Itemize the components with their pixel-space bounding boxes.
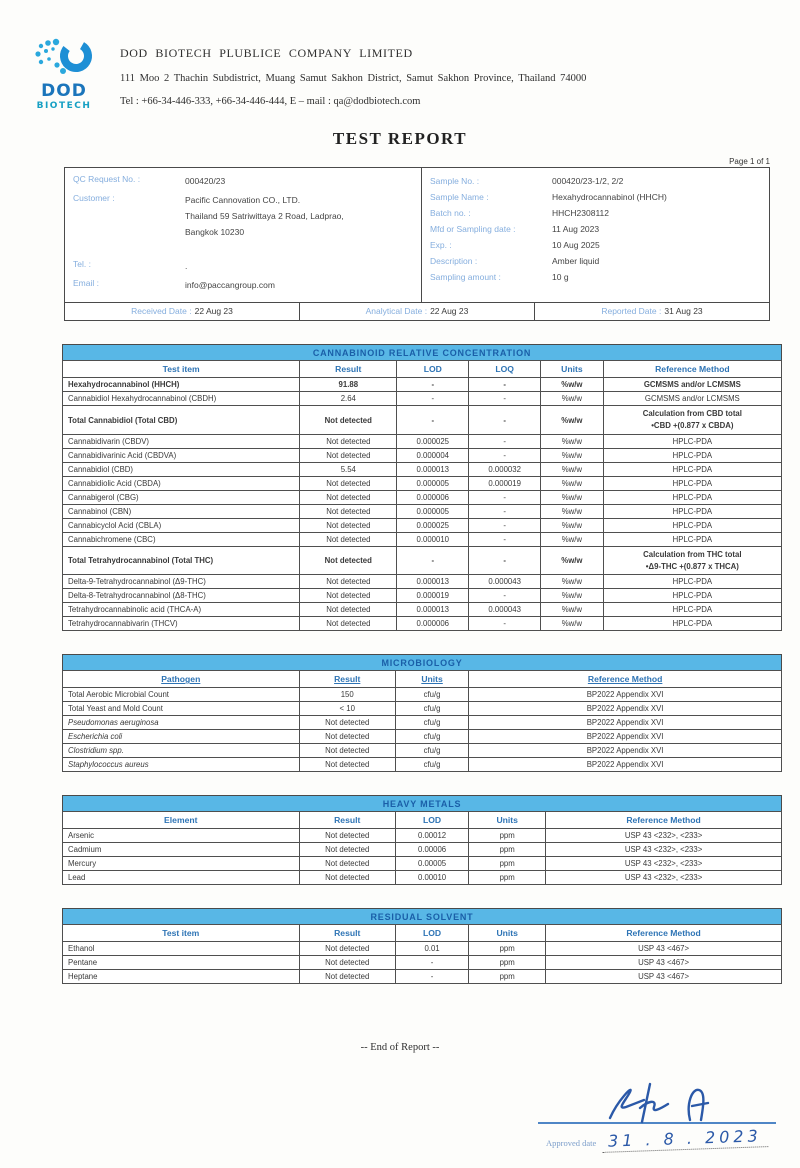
table-row	[63, 716, 782, 730]
table-cell: USP 43 <467>	[546, 956, 782, 970]
dates-bar	[64, 303, 770, 321]
column-header: Result	[299, 925, 395, 942]
table-cell: 0.000013	[397, 603, 469, 617]
table-cell: Lead	[63, 871, 300, 885]
table-cell: 91.88	[300, 378, 397, 392]
table-cell: Not detected	[299, 758, 395, 772]
info-row	[430, 221, 763, 237]
table-cell: -	[469, 504, 541, 518]
table-cell: HPLC-PDA	[603, 518, 781, 532]
table-cell: USP 43 <232>, <233>	[546, 843, 782, 857]
info-value: Pacific Cannovation CO., LTD. Thailand 59 Satriwittaya 2 Road, Ladprao, Bangkok 10230	[185, 194, 344, 238]
table-cell: %w/w	[541, 448, 604, 462]
table-cell: %w/w	[541, 462, 604, 476]
approved-date-label: Approved date	[545, 1138, 597, 1148]
sample-info-box	[64, 167, 770, 304]
table-cell: HPLC-PDA	[603, 434, 781, 448]
table-cell: -	[395, 956, 468, 970]
table-cell: %w/w	[541, 378, 604, 392]
sample-info-pane	[421, 168, 769, 303]
table-cell: %w/w	[541, 532, 604, 546]
table-title: HEAVY METALS	[62, 795, 782, 811]
column-header: Reference Method	[546, 925, 782, 942]
table-cell: %w/w	[541, 575, 604, 589]
table-cell: HPLC-PDA	[603, 532, 781, 546]
table-row	[63, 702, 782, 716]
table-cell: Not detected	[300, 589, 397, 603]
table-title: MICROBIOLOGY	[62, 654, 782, 670]
logo-text-biotech: BIOTECH	[36, 101, 92, 111]
table-cell: -	[469, 518, 541, 532]
table-cell: 0.000004	[397, 448, 469, 462]
table-cell: 0.000019	[397, 589, 469, 603]
table-cell: HPLC-PDA	[603, 476, 781, 490]
table-cell: 0.01	[395, 942, 468, 956]
table-cell: 0.000006	[397, 617, 469, 631]
table-cell: BP2022 Appendix XVI	[469, 688, 782, 702]
table-cell: ppm	[469, 871, 546, 885]
approval-block	[538, 1078, 776, 1150]
info-row	[430, 189, 763, 205]
table-cell: GCMSMS and/or LCMSMS	[603, 378, 781, 392]
column-header: Element	[63, 812, 300, 829]
column-header: Reference Method	[469, 671, 782, 688]
table-cell: Not detected	[299, 857, 395, 871]
table-row	[63, 518, 782, 532]
table-row	[63, 688, 782, 702]
table-cell: Cannabinol (CBN)	[63, 504, 300, 518]
column-header: Result	[300, 361, 397, 378]
table-row	[63, 617, 782, 631]
table-cell: %w/w	[541, 392, 604, 406]
date-label: Analytical Date :	[365, 306, 428, 317]
info-label: Mfd or Sampling date :	[430, 224, 516, 235]
table-cell: HPLC-PDA	[603, 504, 781, 518]
info-row	[430, 173, 763, 189]
table-cell: USP 43 <467>	[546, 942, 782, 956]
table-cell: %w/w	[541, 589, 604, 603]
table-cell: Not detected	[299, 730, 395, 744]
table-cell: 0.00006	[395, 843, 468, 857]
cannabinoid-relative-concentration-table	[62, 344, 782, 631]
table-row	[63, 575, 782, 589]
table-cell: USP 43 <232>, <233>	[546, 857, 782, 871]
table-row	[63, 532, 782, 546]
table-cell: Cannabichromene (CBC)	[63, 532, 300, 546]
table-cell: Not detected	[299, 942, 395, 956]
table-cell: -	[469, 589, 541, 603]
table-cell: Total Cannabidiol (Total CBD)	[63, 406, 300, 434]
table-title: RESIDUAL SOLVENT	[62, 908, 782, 924]
table-cell: -	[469, 546, 541, 574]
table-row	[63, 406, 782, 434]
table-cell: Not detected	[300, 603, 397, 617]
info-label: Sampling amount :	[430, 272, 501, 283]
table-row	[63, 956, 782, 970]
column-header: Test item	[63, 361, 300, 378]
info-row	[430, 237, 763, 253]
table-cell: cfu/g	[395, 702, 468, 716]
table-row	[63, 476, 782, 490]
table-cell: HPLC-PDA	[603, 617, 781, 631]
table-cell: Cannabidivarinic Acid (CBDVA)	[63, 448, 300, 462]
table-cell: 0.000006	[397, 490, 469, 504]
column-header: Units	[541, 361, 604, 378]
table-row	[63, 603, 782, 617]
table-row	[63, 504, 782, 518]
table-cell: USP 43 <232>, <233>	[546, 829, 782, 843]
table-cell: 0.000043	[469, 603, 541, 617]
microbiology-table	[62, 654, 782, 772]
table-cell: -	[469, 434, 541, 448]
table-cell: %w/w	[541, 434, 604, 448]
info-value: info@paccangroup.com	[185, 280, 275, 291]
table-cell: -	[397, 546, 469, 574]
header-row	[63, 361, 782, 378]
table-cell: Cannabidivarin (CBDV)	[63, 434, 300, 448]
table-cell: %w/w	[541, 490, 604, 504]
table-cell: 0.000013	[397, 575, 469, 589]
table-cell: HPLC-PDA	[603, 462, 781, 476]
date-cell	[534, 303, 769, 320]
table-cell: 0.00005	[395, 857, 468, 871]
table-cell: 0.000005	[397, 504, 469, 518]
table-cell: -	[397, 406, 469, 434]
table-cell: 0.000025	[397, 434, 469, 448]
table-cell: 0.00010	[395, 871, 468, 885]
table-cell: Delta-9-Tetrahydrocannabinol (Δ9-THC)	[63, 575, 300, 589]
table-cell: -	[397, 392, 469, 406]
table-cell: ppm	[469, 942, 546, 956]
table-cell: GCMSMS and/or LCMSMS	[603, 392, 781, 406]
column-header: Reference Method	[546, 812, 782, 829]
table-cell: Not detected	[300, 476, 397, 490]
table-row	[63, 730, 782, 744]
table-cell: HPLC-PDA	[603, 490, 781, 504]
table-row	[63, 462, 782, 476]
table-cell: %w/w	[541, 518, 604, 532]
header-row	[63, 671, 782, 688]
table-cell: %w/w	[541, 617, 604, 631]
table-cell: ppm	[469, 829, 546, 843]
table-cell: Cadmium	[63, 843, 300, 857]
table-cell: Not detected	[300, 575, 397, 589]
page-label: Page 1 of 1	[729, 156, 770, 166]
table-cell: Not detected	[300, 448, 397, 462]
approver-signature	[582, 1078, 732, 1126]
table-cell: Escherichia coli	[63, 730, 300, 744]
info-value: 10 Aug 2025	[552, 240, 600, 251]
table-cell: Total Aerobic Microbial Count	[63, 688, 300, 702]
table-row	[63, 546, 782, 574]
date-cell	[65, 303, 299, 320]
table-cell: Total Yeast and Mold Count	[63, 702, 300, 716]
table-row	[63, 744, 782, 758]
column-header: Pathogen	[63, 671, 300, 688]
table-cell: 0.000025	[397, 518, 469, 532]
table-cell: cfu/g	[395, 758, 468, 772]
column-header: LOQ	[469, 361, 541, 378]
info-label: Customer :	[73, 192, 115, 203]
table-cell: -	[397, 378, 469, 392]
info-value: 10 g	[552, 272, 569, 283]
table-cell: -	[469, 617, 541, 631]
table-row	[63, 829, 782, 843]
approved-date-value: 31 . 8 . 2023	[602, 1126, 768, 1153]
company-name: DOD BIOTECH PLUBLICE COMPANY LIMITED	[120, 46, 413, 60]
table-cell: Pseudomonas aeruginosa	[63, 716, 300, 730]
table-cell: Not detected	[299, 716, 395, 730]
info-row	[73, 258, 415, 274]
table-cell: -	[469, 392, 541, 406]
table-cell: BP2022 Appendix XVI	[469, 744, 782, 758]
table-cell: Delta-8-Tetrahydrocannabinol (Δ8-THC)	[63, 589, 300, 603]
table-cell: Not detected	[300, 504, 397, 518]
table-cell: cfu/g	[395, 688, 468, 702]
date-label: Received Date :	[131, 306, 192, 317]
logo-text-dod: DOD	[41, 81, 87, 101]
info-value: Hexahydrocannabinol (HHCH)	[552, 191, 667, 202]
table-cell: Calculation from THC total •Δ9-THC +(0.877 x THCA)	[603, 546, 781, 574]
table-cell: %w/w	[541, 504, 604, 518]
column-header: Test item	[63, 925, 300, 942]
table-cell: Heptane	[63, 970, 300, 984]
info-label: Exp. :	[430, 240, 452, 251]
info-value: 000420/23-1/2, 2/2	[552, 175, 624, 186]
table-cell: Staphylococcus aureus	[63, 758, 300, 772]
table-cell: Cannabigerol (CBG)	[63, 490, 300, 504]
table-cell: 0.000013	[397, 462, 469, 476]
table-cell: Clostridium spp.	[63, 744, 300, 758]
table-cell: 0.000010	[397, 532, 469, 546]
header-row	[63, 925, 782, 942]
table-cell: Not detected	[300, 406, 397, 434]
table-cell: cfu/g	[395, 744, 468, 758]
logo-mark-icon	[32, 38, 96, 78]
approved-date-row	[538, 1126, 776, 1151]
info-value: HHCH2308112	[552, 207, 610, 218]
table-row	[63, 378, 782, 392]
table-cell: -	[469, 532, 541, 546]
table-row	[63, 942, 782, 956]
table-cell: Tetrahydrocannabivarin (THCV)	[63, 617, 300, 631]
column-header: LOD	[395, 925, 468, 942]
table-cell: cfu/g	[395, 730, 468, 744]
table-cell: Pentane	[63, 956, 300, 970]
company-block	[120, 38, 586, 107]
cannabinoid-relative-concentration-grid	[62, 360, 782, 631]
residual-solvent-grid	[62, 924, 782, 984]
info-label: QC Request No. :	[73, 173, 141, 184]
signature-line	[538, 1122, 776, 1124]
table-cell: Not detected	[299, 956, 395, 970]
column-header: Units	[469, 812, 546, 829]
table-row	[63, 448, 782, 462]
table-cell: ppm	[469, 956, 546, 970]
table-cell: Mercury	[63, 857, 300, 871]
table-cell: Not detected	[299, 744, 395, 758]
table-cell: Cannabidiol Hexahydrocannabinol (CBDH)	[63, 392, 300, 406]
date-value: 22 Aug 23	[430, 306, 469, 317]
table-cell: 0.000032	[469, 462, 541, 476]
info-value: Amber liquid	[552, 256, 600, 267]
table-cell: Tetrahydrocannabinolic acid (THCA-A)	[63, 603, 300, 617]
residual-solvent-table	[62, 908, 782, 984]
table-cell: cfu/g	[395, 716, 468, 730]
info-label: Sample Name :	[430, 191, 489, 202]
column-header: LOD	[395, 812, 468, 829]
table-row	[63, 490, 782, 504]
info-row	[430, 269, 763, 285]
table-cell: -	[395, 970, 468, 984]
table-cell: Ethanol	[63, 942, 300, 956]
table-cell: Not detected	[299, 829, 395, 843]
date-label: Reported Date :	[601, 306, 662, 317]
table-cell: Not detected	[300, 490, 397, 504]
table-cell: 5.54	[300, 462, 397, 476]
table-row	[63, 589, 782, 603]
table-cell: 0.00012	[395, 829, 468, 843]
table-cell: BP2022 Appendix XVI	[469, 730, 782, 744]
table-cell: Cannabidiol (CBD)	[63, 462, 300, 476]
table-cell: Arsenic	[63, 829, 300, 843]
table-cell: BP2022 Appendix XVI	[469, 702, 782, 716]
table-cell: Not detected	[299, 843, 395, 857]
table-cell: -	[469, 448, 541, 462]
table-cell: %w/w	[541, 546, 604, 574]
table-cell: 2.64	[300, 392, 397, 406]
table-cell: 0.000005	[397, 476, 469, 490]
table-cell: %w/w	[541, 603, 604, 617]
table-cell: Not detected	[300, 617, 397, 631]
info-value: 11 Aug 2023	[552, 224, 600, 235]
column-header: LOD	[397, 361, 469, 378]
table-row	[63, 871, 782, 885]
info-label: Tel. :	[73, 259, 91, 270]
table-row	[63, 843, 782, 857]
table-cell: Not detected	[299, 970, 395, 984]
info-row	[430, 205, 763, 221]
table-cell: -	[469, 378, 541, 392]
table-cell: 0.000019	[469, 476, 541, 490]
column-header: Result	[299, 671, 395, 688]
table-cell: HPLC-PDA	[603, 603, 781, 617]
table-cell: ppm	[469, 857, 546, 871]
table-cell: Cannabidiolic Acid (CBDA)	[63, 476, 300, 490]
report-title: TEST REPORT	[332, 128, 468, 148]
table-cell: BP2022 Appendix XVI	[469, 758, 782, 772]
table-cell: BP2022 Appendix XVI	[469, 716, 782, 730]
info-row	[73, 192, 415, 240]
info-row	[73, 277, 415, 293]
table-cell: %w/w	[541, 476, 604, 490]
table-cell: Not detected	[300, 532, 397, 546]
table-row	[63, 857, 782, 871]
table-cell: Not detected	[300, 546, 397, 574]
date-value: 22 Aug 23	[194, 306, 233, 317]
info-label: Sample No. :	[430, 175, 480, 186]
info-row	[73, 173, 415, 189]
table-cell: Cannabicyclol Acid (CBLA)	[63, 518, 300, 532]
table-cell: ppm	[469, 970, 546, 984]
table-cell: Calculation from CBD total •CBD +(0.877 x CBDA)	[603, 406, 781, 434]
report-tables	[62, 344, 782, 984]
info-label: Description :	[430, 256, 478, 267]
column-header: Units	[469, 925, 546, 942]
table-cell: 0.000043	[469, 575, 541, 589]
table-cell: Not detected	[299, 871, 395, 885]
info-row	[430, 253, 763, 269]
info-label: Email :	[73, 278, 99, 289]
table-row	[63, 392, 782, 406]
table-cell: -	[469, 406, 541, 434]
column-header: Result	[299, 812, 395, 829]
column-header: Units	[395, 671, 468, 688]
table-cell: Not detected	[300, 518, 397, 532]
table-cell: ppm	[469, 843, 546, 857]
date-cell	[299, 303, 534, 320]
table-cell: Hexahydrocannabinol (HHCH)	[63, 378, 300, 392]
info-value: 000420/23	[185, 175, 226, 186]
company-address: 111 Moo 2 Thachin Subdistrict, Muang Samut Sakhon District, Samut Sakhon Province, Thailand 74000	[120, 73, 587, 84]
end-of-report-text: -- End of Report --	[360, 1042, 440, 1054]
table-cell: Total Tetrahydrocannabinol (Total THC)	[63, 546, 300, 574]
heavy-metals-grid	[62, 811, 782, 885]
date-value: 31 Aug 23	[664, 306, 703, 317]
table-row	[63, 758, 782, 772]
header-row	[63, 812, 782, 829]
info-value: .	[185, 261, 188, 272]
table-cell: < 10	[299, 702, 395, 716]
info-label: Batch no. :	[430, 207, 471, 218]
customer-info-pane	[65, 168, 421, 303]
table-cell: %w/w	[541, 406, 604, 434]
table-cell: USP 43 <232>, <233>	[546, 871, 782, 885]
company-logo	[30, 38, 98, 113]
table-cell: Not detected	[300, 434, 397, 448]
company-contact: Tel : +66-34-446-333, +66-34-446-444, E – mail : qa@dodbiotech.com	[120, 96, 421, 107]
table-cell: 150	[299, 688, 395, 702]
table-cell: HPLC-PDA	[603, 575, 781, 589]
table-row	[63, 434, 782, 448]
table-cell: -	[469, 490, 541, 504]
heavy-metals-table	[62, 795, 782, 885]
table-title: CANNABINOID RELATIVE CONCENTRATION	[62, 344, 782, 360]
microbiology-grid	[62, 670, 782, 772]
column-header: Reference Method	[603, 361, 781, 378]
letterhead	[30, 38, 800, 113]
table-cell: HPLC-PDA	[603, 448, 781, 462]
table-cell: USP 43 <467>	[546, 970, 782, 984]
table-row	[63, 970, 782, 984]
table-cell: HPLC-PDA	[603, 589, 781, 603]
